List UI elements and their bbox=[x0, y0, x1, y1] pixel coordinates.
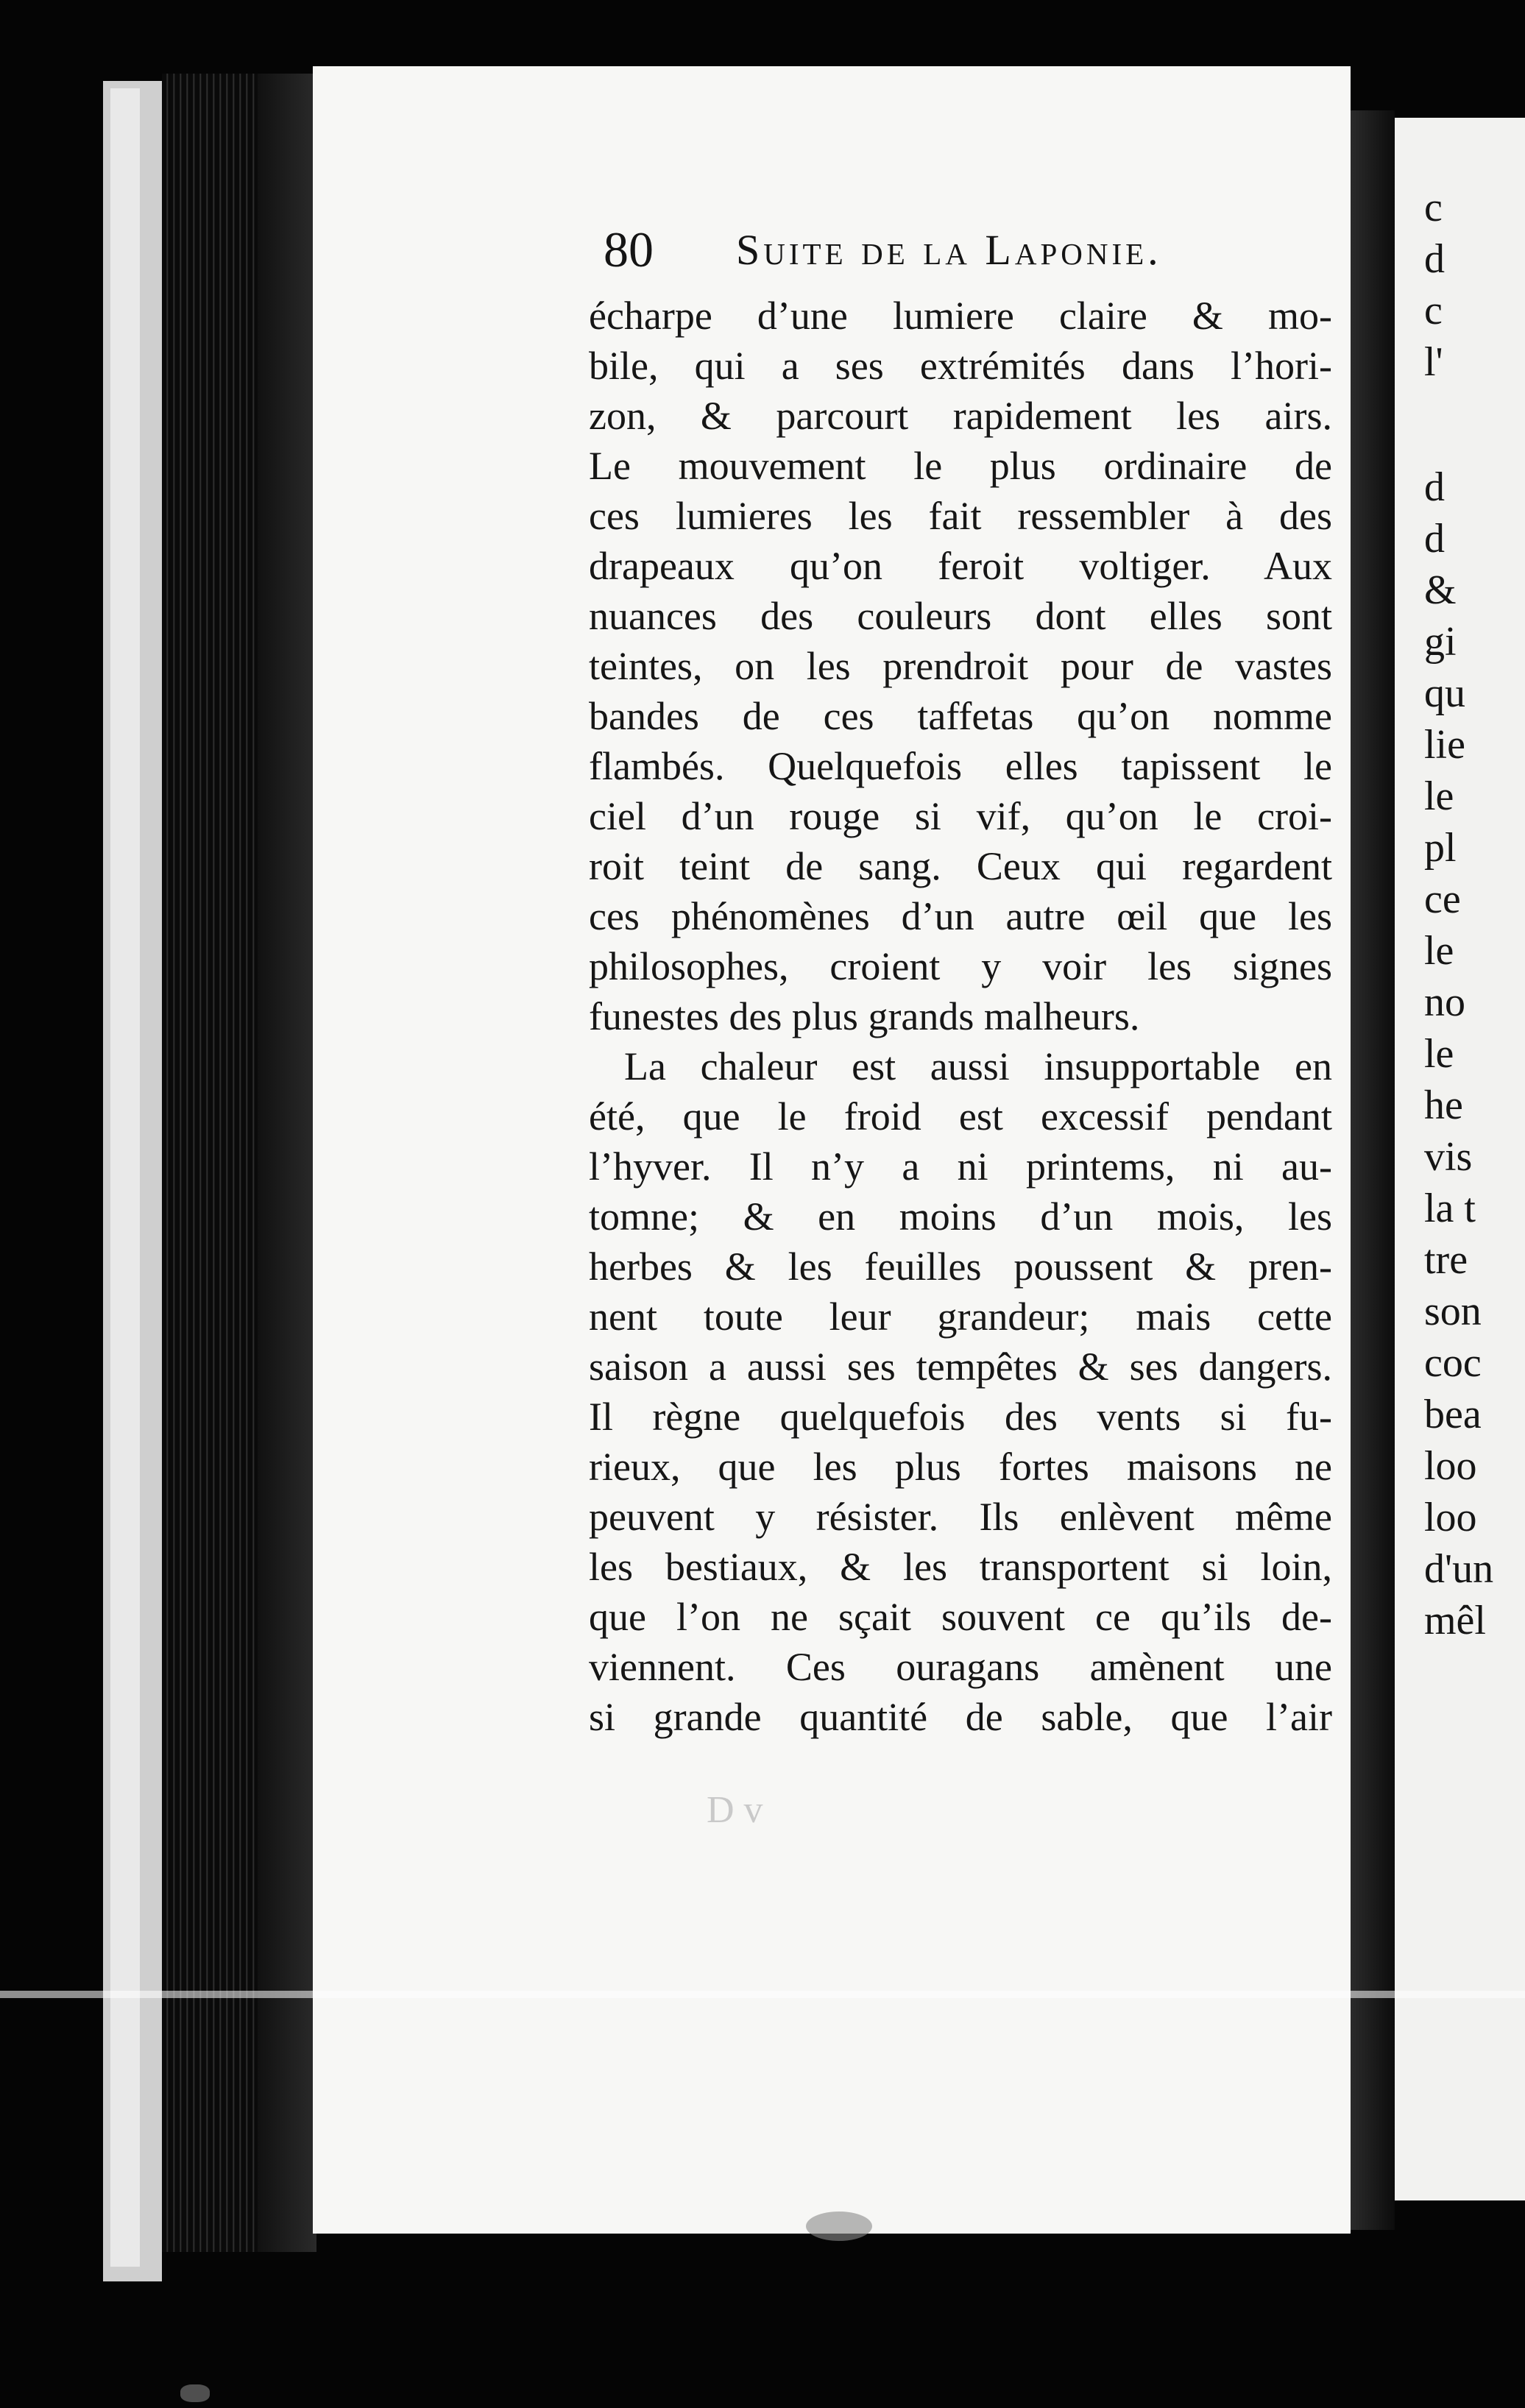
text-line: bandes de ces taffetas qu’on nomme bbox=[589, 694, 1332, 738]
text-line: viennent. Ces ouragans amènent une bbox=[589, 1645, 1332, 1689]
facing-fragment: le bbox=[1424, 1031, 1454, 1077]
facing-fragment: l' bbox=[1424, 339, 1443, 385]
text-line: Il règne quelquefois des vents si fu- bbox=[589, 1395, 1332, 1439]
facing-fragment: no bbox=[1424, 980, 1465, 1025]
facing-fragment: loo bbox=[1424, 1443, 1477, 1489]
text-line: La chaleur est aussi insupportable en bbox=[624, 1044, 1332, 1088]
scan-artifact-band bbox=[0, 1991, 1525, 1998]
text-line: herbes & les feuilles poussent & pren- bbox=[589, 1244, 1332, 1289]
facing-fragment: pl bbox=[1424, 825, 1457, 871]
running-header bbox=[604, 221, 1266, 280]
text-line: rieux, que les plus fortes maisons ne bbox=[589, 1445, 1332, 1489]
text-line: tomne; & en moins d’un mois, les bbox=[589, 1194, 1332, 1239]
facing-fragment: loo bbox=[1424, 1495, 1477, 1540]
page-number: 80 bbox=[604, 222, 654, 277]
text-line: teintes, on les prendroit pour de vastes bbox=[589, 644, 1332, 688]
text-line: ces phénomènes d’un autre œil que les bbox=[589, 894, 1332, 938]
facing-fragment: vis bbox=[1424, 1134, 1473, 1180]
book-gutter bbox=[1351, 110, 1395, 2230]
facing-fragment: bea bbox=[1424, 1392, 1482, 1437]
scan-speck bbox=[180, 2384, 210, 2402]
text-line: flambés. Quelquefois elles tapissent le bbox=[589, 744, 1332, 788]
text-line: que l’on ne sçait souvent ce qu’ils de- bbox=[589, 1595, 1332, 1639]
text-line: écharpe d’une lumiere claire & mo- bbox=[589, 294, 1332, 338]
text-line: funestes des plus grands malheurs. bbox=[589, 994, 1140, 1038]
facing-fragment: d bbox=[1424, 236, 1445, 282]
facing-fragment: mêl bbox=[1424, 1598, 1486, 1643]
facing-fragment: & bbox=[1424, 567, 1457, 613]
text-line: philosophes, croient y voir les signes bbox=[589, 944, 1332, 988]
facing-fragment: ce bbox=[1424, 877, 1461, 922]
facing-fragment: d bbox=[1424, 516, 1445, 562]
running-title: Suite de la Laponie. bbox=[736, 226, 1162, 274]
facing-fragment: son bbox=[1424, 1289, 1482, 1334]
catchword: D v bbox=[707, 1789, 763, 1831]
facing-fragment: qu bbox=[1424, 670, 1465, 716]
body-text bbox=[589, 291, 1332, 1742]
outer-margin-strip-inner bbox=[110, 88, 140, 2267]
text-line: ciel d’un rouge si vif, qu’on le croi- bbox=[589, 794, 1332, 838]
facing-fragment: d'un bbox=[1424, 1546, 1494, 1592]
facing-fragment: lie bbox=[1424, 722, 1465, 768]
facing-fragment: c bbox=[1424, 185, 1443, 230]
book-edge-shadow bbox=[258, 74, 316, 2252]
ink-blot bbox=[806, 2212, 872, 2241]
facing-fragment: la t bbox=[1424, 1186, 1476, 1231]
facing-fragment: coc bbox=[1424, 1340, 1482, 1386]
facing-fragment: c bbox=[1424, 288, 1443, 333]
text-line: saison a aussi ses tempêtes & ses dangers. bbox=[589, 1345, 1332, 1389]
text-line: nent toute leur grandeur; mais cette bbox=[589, 1295, 1332, 1339]
text-line: bile, qui a ses extrémités dans l’hori- bbox=[589, 344, 1332, 388]
text-line: été, que le froid est excessif pendant bbox=[589, 1094, 1332, 1139]
facing-page bbox=[1395, 118, 1525, 2200]
facing-fragment: le bbox=[1424, 928, 1454, 974]
facing-fragment: gi bbox=[1424, 619, 1457, 665]
facing-fragment: he bbox=[1424, 1083, 1463, 1128]
text-line: ces lumieres les fait ressembler à des bbox=[589, 494, 1332, 538]
facing-fragment: tre bbox=[1424, 1237, 1468, 1283]
facing-fragment: d bbox=[1424, 464, 1445, 510]
text-line: Le mouvement le plus ordinaire de bbox=[589, 444, 1332, 488]
text-line: peuvent y résister. Ils enlèvent même bbox=[589, 1495, 1332, 1539]
text-line: zon, & parcourt rapidement les airs. bbox=[589, 394, 1332, 438]
text-line: nuances des couleurs dont elles sont bbox=[589, 594, 1332, 638]
text-line: l’hyver. Il n’y a ni printems, ni au- bbox=[589, 1144, 1332, 1189]
text-line: drapeaux qu’on feroit voltiger. Aux bbox=[589, 544, 1332, 588]
facing-fragment: le bbox=[1424, 773, 1454, 819]
text-line: les bestiaux, & les transportent si loin, bbox=[589, 1545, 1332, 1589]
text-line: si grande quantité de sable, que l’air bbox=[589, 1695, 1332, 1739]
text-line: roit teint de sang. Ceux qui regardent bbox=[589, 844, 1332, 888]
